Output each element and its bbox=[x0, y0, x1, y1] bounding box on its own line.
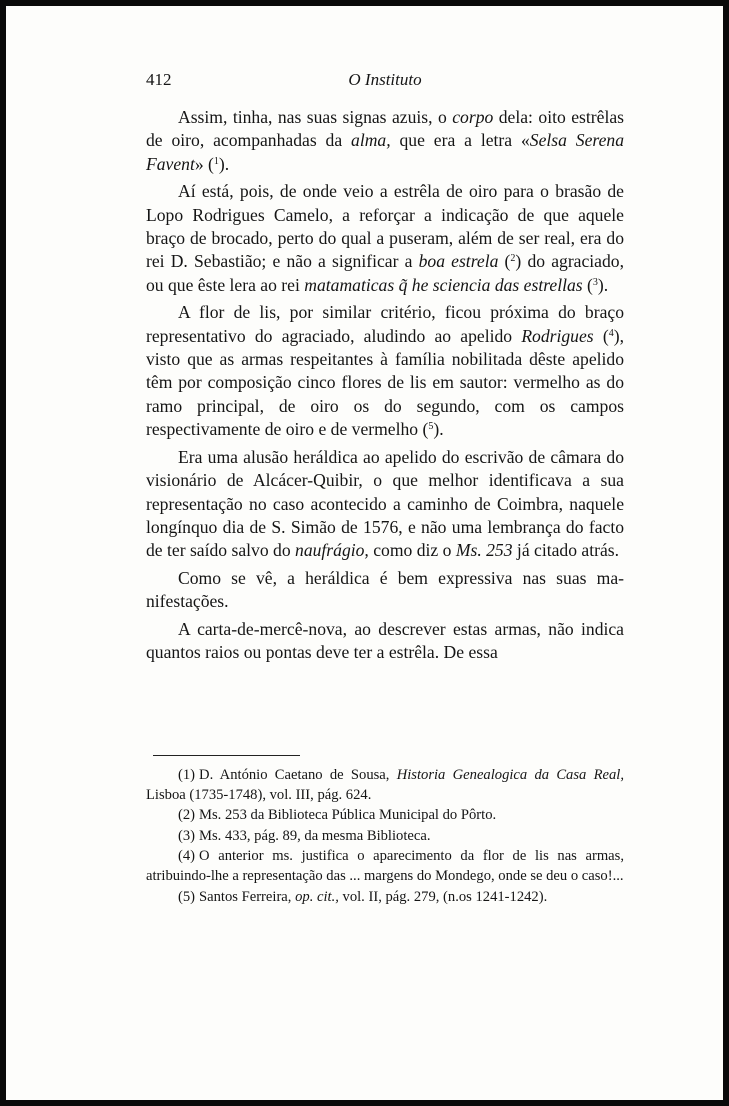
text-run: A carta-de-mercê-nova, ao descrever estas armas, não indica quantos raios ou pontas deve ter a estrêla. De essa bbox=[146, 618, 624, 662]
text-run: como diz o bbox=[368, 540, 456, 561]
footnote bbox=[146, 806, 624, 826]
text-run: Como se vê, a heráldica é bem expressiva nas suas manifestações. bbox=[146, 567, 624, 612]
note-reference: 4 bbox=[608, 327, 614, 339]
paragraph bbox=[146, 618, 624, 665]
footnote-mark: (1) bbox=[178, 767, 196, 783]
book-page bbox=[6, 6, 723, 1100]
body-text bbox=[146, 106, 624, 668]
paragraph bbox=[146, 180, 624, 297]
text-run: D. António Caetano de Sousa, bbox=[199, 767, 397, 783]
note-reference: 5 bbox=[428, 421, 434, 433]
text-run: Ms. 253 da Biblioteca Pública Municipal do Pôrto. bbox=[199, 807, 497, 824]
text-run: Aí está, pois, de onde veio a estrêla de oiro para o brasão de Lopo Rodrigues Camelo, a reforçar a indicação de que aquele braço de brocado, perto do qual a puseram, além de ser real, era do rei D. Sebastião; e não a significar a bbox=[146, 181, 624, 272]
text-run: ). bbox=[433, 419, 444, 440]
text-run: ( bbox=[593, 325, 609, 346]
text-run: Assim, tinha, nas suas signas azuis, o bbox=[178, 107, 453, 127]
footnote bbox=[146, 847, 624, 886]
italic-text: corpo bbox=[452, 107, 494, 127]
text-run: O anterior ms. justifica o aparecimento da flor de lis nas armas, atribuindo-lhe a representação das ... margens do Mondego, onde se deu o caso!... bbox=[146, 848, 624, 884]
italic-text: matamaticas q̃ he sciencia das estrellas bbox=[304, 274, 583, 295]
footnote-mark: (2) bbox=[178, 807, 196, 824]
note-reference: 2 bbox=[510, 253, 516, 265]
text-run: ). bbox=[597, 274, 609, 295]
italic-text: Selsa Serena Favent bbox=[146, 130, 624, 174]
footnote-mark: (3) bbox=[178, 827, 196, 844]
text-run: ) do agraciado, ou que êste lera ao rei bbox=[146, 251, 624, 295]
text-run: ), visto que as armas respeitantes à família nobilitada dêste apelido têm por composição cinco flores de lis em sautor: vermelho as do ramo principal, de oiro os do segundo, com os campos respectivamente de oiro e de vermelho ( bbox=[146, 325, 624, 440]
italic-text: op. cit., bbox=[295, 888, 339, 905]
italic-text: Historia Genealogica da Casa Real, bbox=[396, 767, 624, 783]
text-run: Era uma alusão heráldica ao apelido do escrivão de câmara do visionário de Alcácer-Quibir, o que melhor identificava a sua representação no caso acontecido a caminho de Coimbra, naquele longínquo dia de S. Simão de 1576, e não uma lembrança do facto de ter saído salvo do bbox=[146, 446, 624, 561]
footnote bbox=[146, 827, 624, 847]
footnote bbox=[146, 888, 624, 908]
paragraph bbox=[146, 446, 624, 563]
text-run: vol. II, pág. 279, (n.os 1241-1242). bbox=[338, 888, 548, 905]
text-run: que era a letra « bbox=[390, 130, 530, 151]
note-reference: 3 bbox=[592, 276, 598, 288]
text-run: já citado atrás. bbox=[512, 540, 620, 561]
text-run: ). bbox=[218, 153, 230, 174]
italic-text: Rodrigues bbox=[521, 325, 594, 346]
text-run: ( bbox=[582, 274, 593, 295]
italic-text: naufrágio, bbox=[295, 540, 369, 561]
text-run: Ms. 433, pág. 89, da mesma Biblioteca. bbox=[199, 827, 431, 844]
footnote-mark: (5) bbox=[178, 888, 196, 905]
paragraph bbox=[146, 567, 624, 614]
text-run: » ( bbox=[194, 153, 214, 174]
paragraph bbox=[146, 301, 624, 441]
running-title: O Instituto bbox=[348, 70, 422, 89]
italic-text: boa estrela bbox=[418, 251, 499, 272]
text-run: dela: oito estrêlas de oiro, acompanhadas da bbox=[146, 107, 624, 151]
page-number: 412 bbox=[146, 70, 172, 89]
italic-text: Ms. 253 bbox=[455, 540, 513, 561]
text-run: Santos Ferreira, bbox=[199, 888, 296, 905]
text-run: Lisboa (1735-1748), vol. III, pág. 624. bbox=[146, 786, 372, 803]
footnote-divider bbox=[153, 755, 300, 756]
text-run: A flor de lis, por similar critério, ficou próxima do braço representativo do agraciado, aludindo ao apelido bbox=[146, 302, 624, 346]
text-run: ( bbox=[498, 251, 511, 272]
footnote-mark: (4) bbox=[178, 848, 196, 865]
page-header bbox=[146, 70, 624, 92]
italic-text: alma, bbox=[351, 130, 391, 151]
footnotes bbox=[146, 766, 624, 908]
paragraph bbox=[146, 106, 624, 176]
note-reference: 1 bbox=[213, 155, 219, 167]
footnote bbox=[146, 766, 624, 805]
